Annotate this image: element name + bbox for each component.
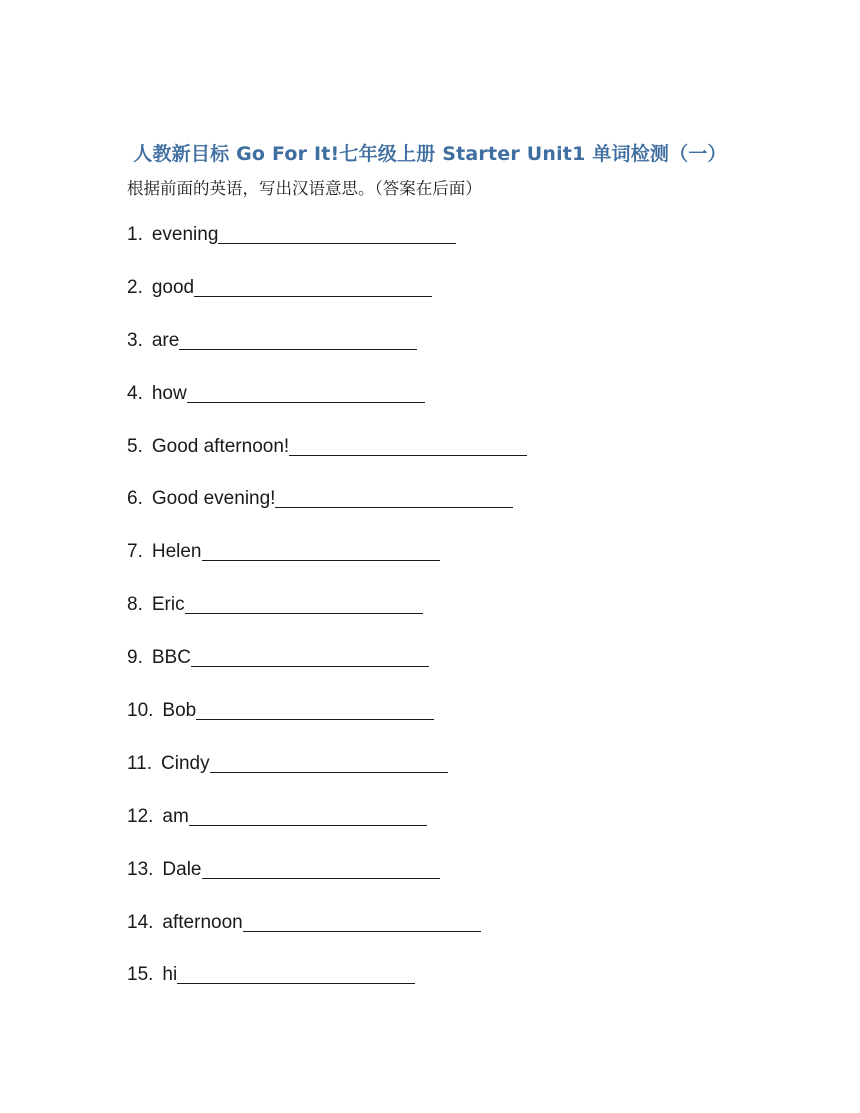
item-number: 6. [127, 488, 143, 510]
answer-blank[interactable] [243, 909, 481, 932]
list-item [127, 856, 527, 909]
answer-blank[interactable] [187, 380, 425, 403]
item-number: 15. [127, 964, 154, 986]
item-number: 13. [127, 858, 154, 880]
page-title: 人教新目标 Go For It!七年级上册 Starter Unit1 单词检测（一） [133, 143, 727, 165]
answer-blank[interactable] [189, 803, 427, 826]
item-word: Good evening! [151, 488, 276, 510]
list-item [127, 803, 527, 856]
item-number: 14. [127, 911, 154, 933]
item-number: 9. [127, 647, 143, 669]
item-word: Bob [162, 700, 197, 722]
answer-blank[interactable] [177, 961, 415, 984]
answer-blank[interactable] [194, 274, 432, 297]
list-item [127, 750, 527, 803]
answer-blank[interactable] [202, 856, 440, 879]
item-word: BBC [151, 647, 191, 669]
item-number: 1. [127, 224, 143, 245]
item-word: Eric [151, 594, 185, 616]
item-number: 3. [127, 329, 143, 351]
item-word: are [151, 329, 180, 351]
item-number: 11. [127, 752, 153, 774]
list-item [127, 380, 527, 433]
answer-blank[interactable] [202, 538, 440, 561]
item-number: 2. [127, 276, 143, 298]
item-number: 12. [127, 805, 154, 827]
item-number: 10. [127, 700, 154, 722]
item-number: 5. [127, 435, 143, 457]
item-word: Cindy [161, 752, 210, 774]
answer-blank[interactable] [191, 644, 429, 667]
list-item [127, 538, 527, 591]
list-item [127, 909, 527, 962]
list-item [127, 697, 527, 750]
list-item [127, 433, 527, 486]
vocabulary-list [127, 221, 527, 1014]
item-word: how [151, 382, 187, 404]
list-item [127, 961, 527, 1014]
answer-blank[interactable] [179, 327, 417, 350]
item-number: 4. [127, 382, 143, 404]
item-number: 8. [127, 594, 143, 616]
item-word: hi [162, 964, 178, 986]
answer-blank[interactable] [275, 485, 513, 508]
instruction-text: 根据前面的英语，写出汉语意思。（答案在后面） [127, 179, 482, 198]
list-item [127, 274, 527, 327]
item-word: Dale [162, 858, 202, 880]
answer-blank[interactable] [210, 750, 448, 773]
list-item [127, 221, 527, 274]
answer-blank[interactable] [196, 697, 434, 720]
list-item [127, 327, 527, 380]
list-item [127, 591, 527, 644]
item-word: afternoon [162, 911, 243, 933]
list-item [127, 485, 527, 538]
answer-blank[interactable] [185, 591, 423, 614]
item-word: Helen [151, 541, 202, 563]
item-word: Good afternoon! [151, 435, 290, 457]
item-number: 7. [127, 541, 143, 563]
item-word: evening [151, 224, 219, 245]
list-item [127, 644, 527, 697]
item-word: good [151, 276, 195, 298]
answer-blank[interactable] [218, 221, 456, 244]
item-word: am [162, 805, 189, 827]
answer-blank[interactable] [289, 433, 527, 456]
